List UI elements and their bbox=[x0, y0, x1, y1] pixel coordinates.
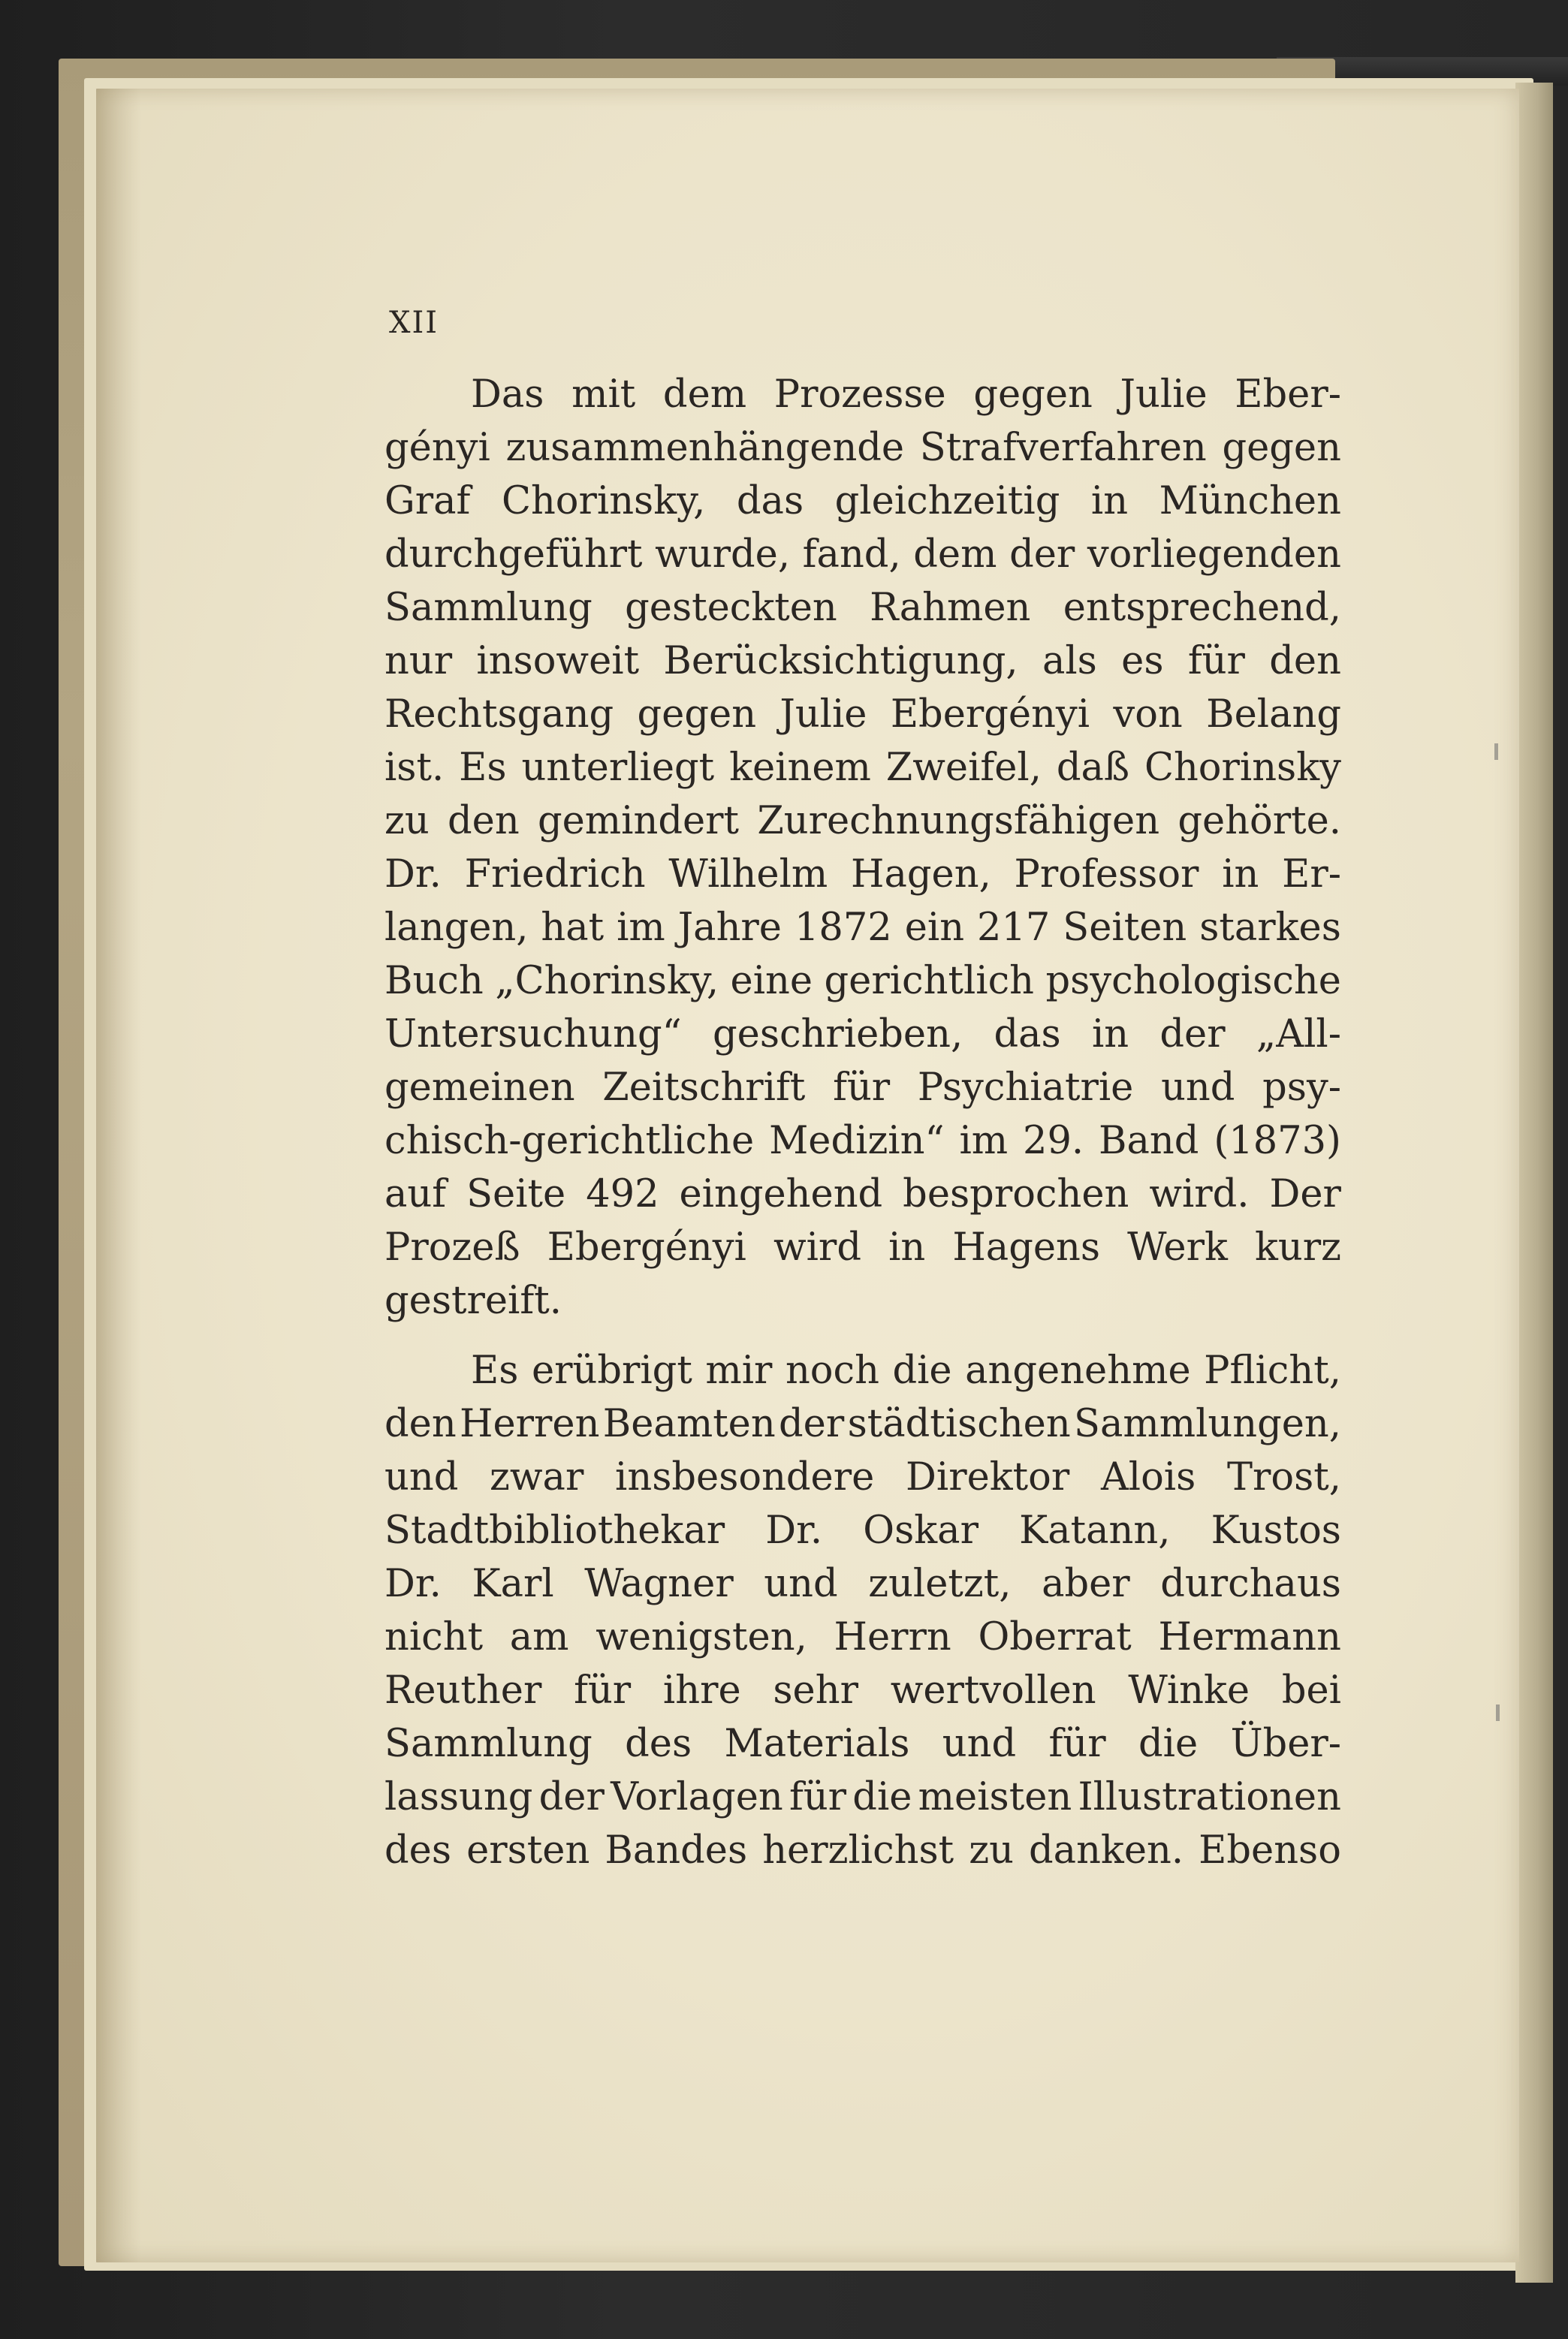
paragraph bbox=[384, 368, 1341, 1328]
text-line: Buch „Chorinsky, eine gerichtlich psychologische bbox=[384, 959, 1341, 1003]
text-line: Prozeß Ebergényi wird in Hagens Werk kurz bbox=[384, 1225, 1341, 1270]
paragraph-gap bbox=[384, 1328, 1341, 1344]
text-line: gemeinen Zeitschrift für Psychiatrie und psy- bbox=[384, 1066, 1341, 1110]
text-line: langen, hat im Jahre 1872 ein 217 Seiten starkes bbox=[384, 906, 1341, 950]
body-text bbox=[384, 368, 1341, 1877]
text-line: Sammlung gesteckten Rahmen entsprechend, bbox=[384, 586, 1341, 630]
gutter-shadow bbox=[96, 89, 141, 2262]
text-line: Sammlung des Materials und für die Über- bbox=[384, 1722, 1341, 1766]
text-line: gényi zusammenhängende Strafverfahren gegen bbox=[384, 426, 1341, 470]
text-line: Graf Chorinsky, das gleichzeitig in München bbox=[384, 479, 1341, 523]
text-line: durchgeführt wurde, fand, dem der vorliegenden bbox=[384, 532, 1341, 577]
text-line: nicht am wenigsten, Herrn Oberrat Hermann bbox=[384, 1615, 1341, 1659]
text-line: Dr. Karl Wagner und zuletzt, aber durchaus bbox=[384, 1562, 1341, 1606]
text-line: den Herren Beamten der städtischen Sammlungen, bbox=[384, 1402, 1341, 1446]
text-line: des ersten Bandes herzlichst zu danken. Ebenso bbox=[384, 1828, 1341, 1873]
page-edge bbox=[1515, 83, 1553, 2283]
text-line: Rechtsgang gegen Julie Ebergényi von Belang bbox=[384, 692, 1341, 737]
text-line: lassung der Vorlagen für die meisten Illustrationen bbox=[384, 1775, 1341, 1819]
text-line: chisch-gerichtliche Medizin“ im 29. Band (1873) bbox=[384, 1119, 1341, 1163]
text-line: und zwar insbesondere Direktor Alois Trost, bbox=[384, 1455, 1341, 1500]
text-line: gestreift. bbox=[384, 1279, 562, 1323]
paragraph bbox=[384, 1344, 1341, 1877]
text-line: Es erübrigt mir noch die angenehme Pflicht, bbox=[471, 1349, 1341, 1393]
text-line: zu den gemindert Zurechnungsfähigen gehörte. bbox=[384, 799, 1341, 843]
text-line: Dr. Friedrich Wilhelm Hagen, Professor in Er- bbox=[384, 852, 1341, 897]
text-line: Untersuchung“ geschrieben, das in der „All- bbox=[384, 1012, 1341, 1056]
text-line: Das mit dem Prozesse gegen Julie Eber- bbox=[471, 372, 1341, 417]
text-line: ist. Es unterliegt keinem Zweifel, daß Chorinsky bbox=[384, 746, 1341, 790]
page-number: XII bbox=[389, 306, 439, 340]
text-line: Reuther für ihre sehr wertvollen Winke bei bbox=[384, 1668, 1341, 1713]
margin-mark bbox=[1496, 1705, 1500, 1721]
text-line: auf Seite 492 eingehend besprochen wird. Der bbox=[384, 1172, 1341, 1216]
text-line: nur insoweit Berücksichtigung, als es für den bbox=[384, 639, 1341, 683]
margin-mark bbox=[1494, 743, 1498, 760]
text-line: Stadtbibliothekar Dr. Oskar Katann, Kustos bbox=[384, 1509, 1341, 1553]
